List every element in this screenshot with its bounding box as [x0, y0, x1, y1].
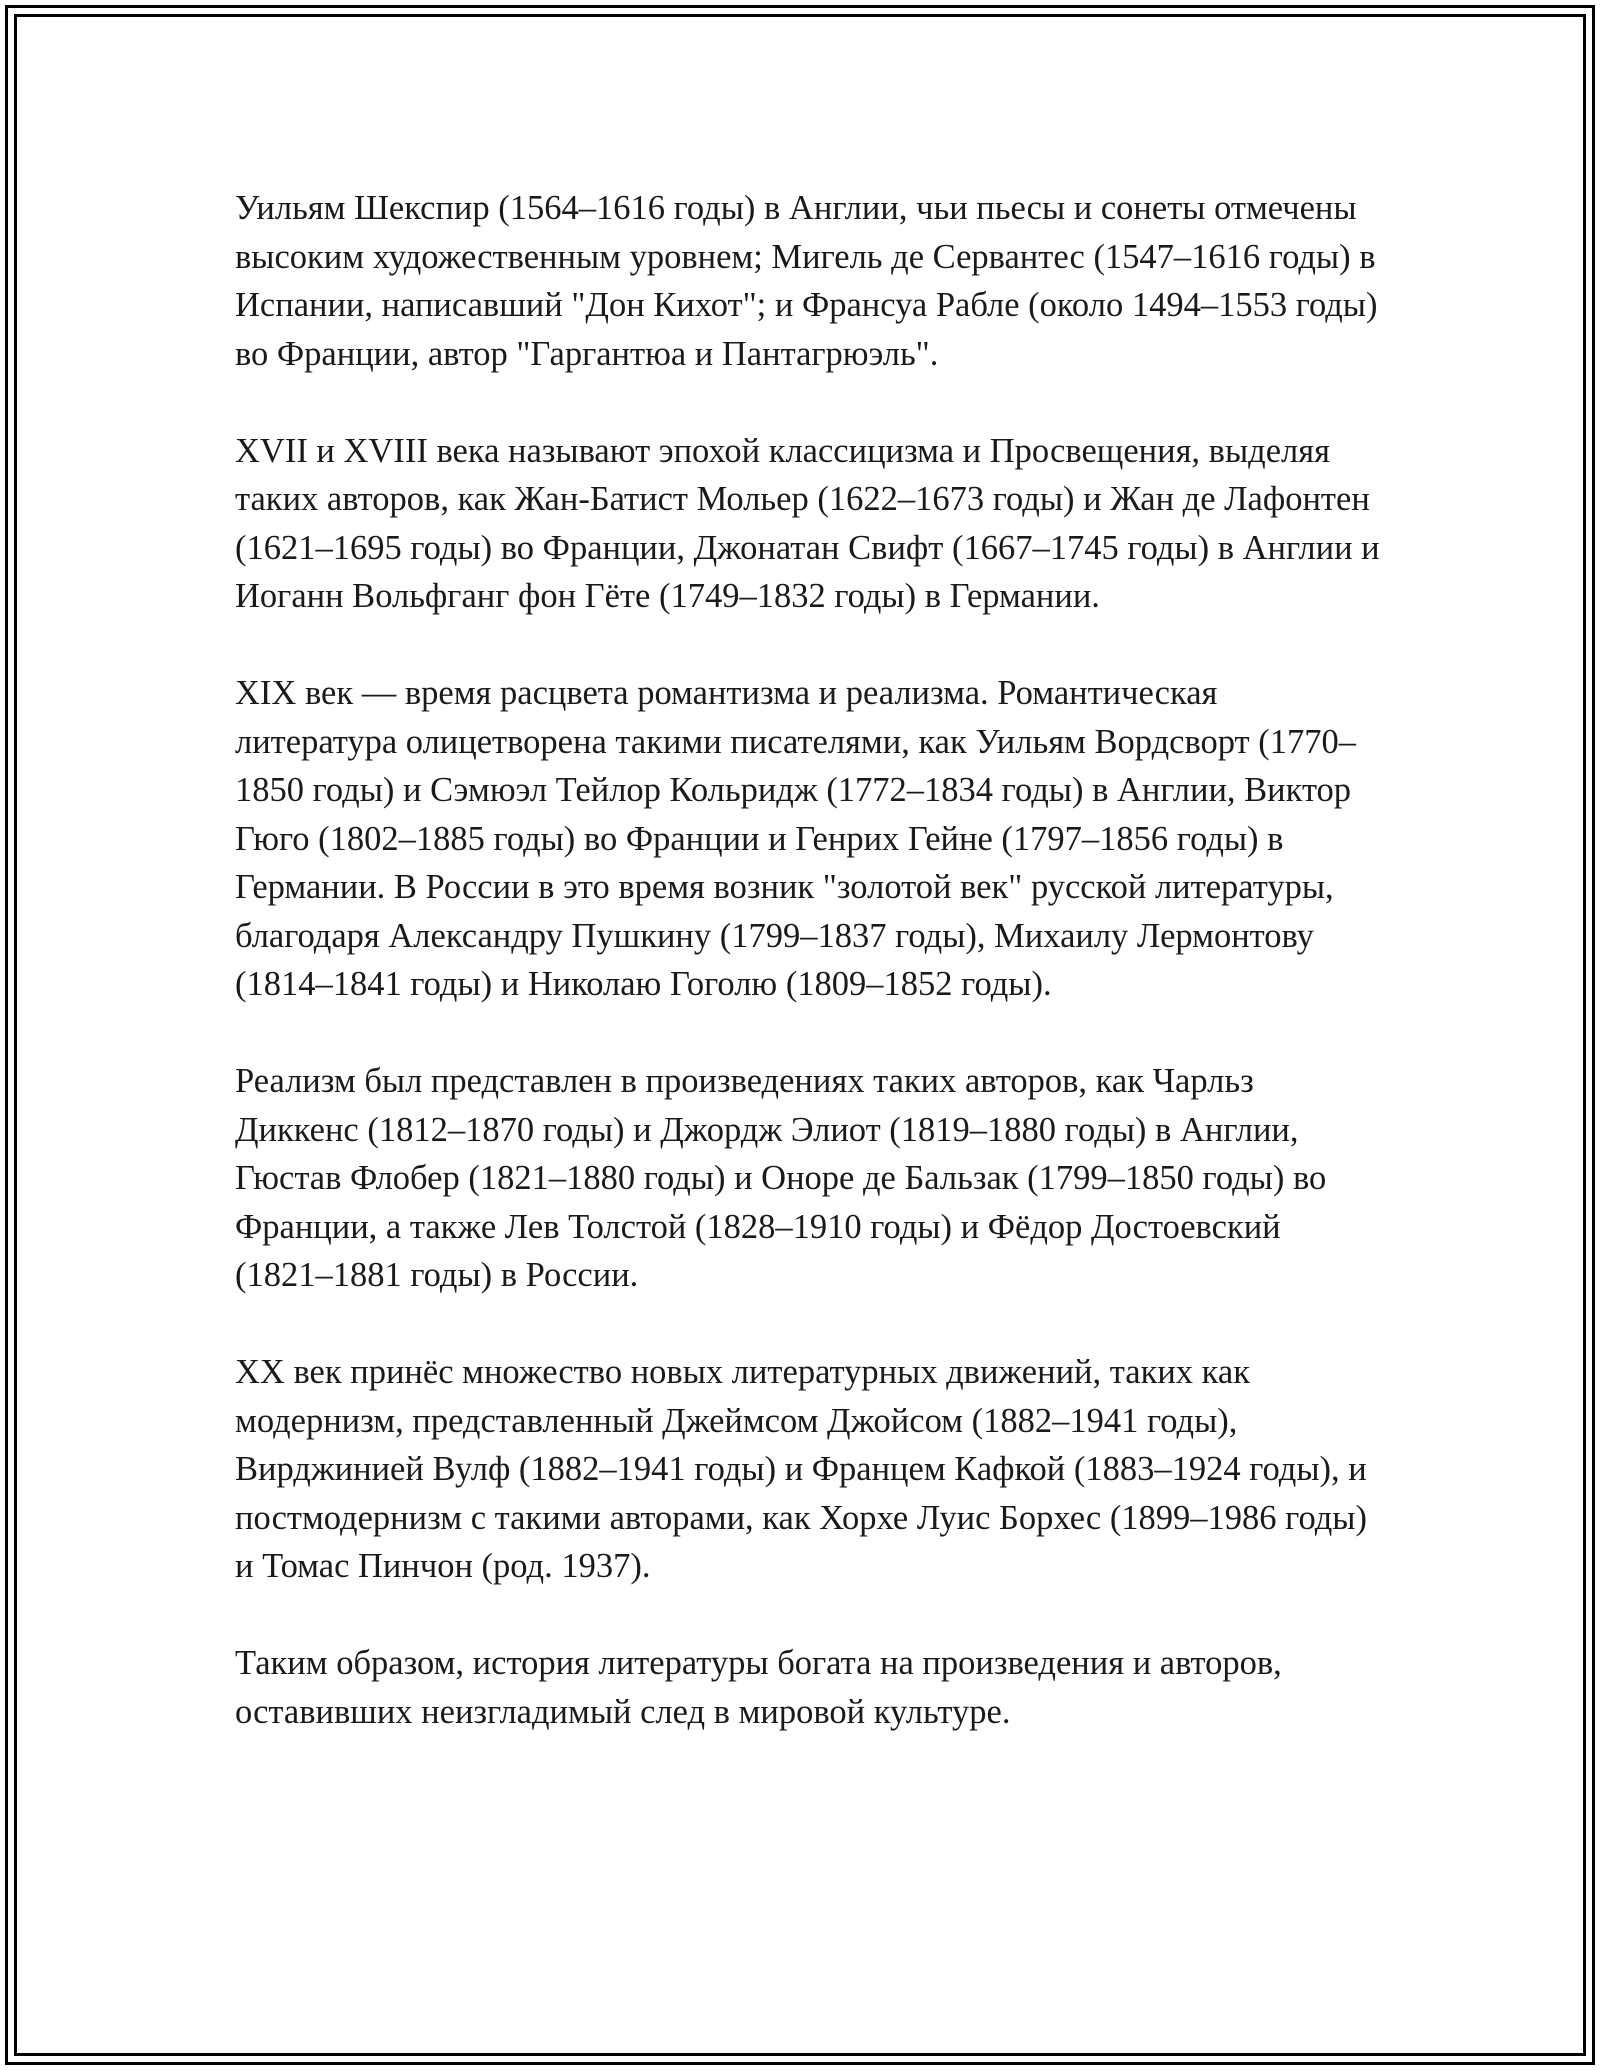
paragraph-renaissance-authors: Уильям Шекспир (1564–1616 годы) в Англии, чьи пьесы и сонеты отмечены высоким художественным уровнем; Мигель де Сервантес (1547–1616 годы) в Испании, написавший "Дон Кихот"; и Франсуа Рабле (около 1494–1553 годы) во Франции, автор "Гаргантюа и Пантагрюэль". [235, 189, 1378, 373]
document-body [235, 184, 1385, 1736]
paragraph-classicism-enlightenment: XVII и XVIII века называют эпохой классицизма и Просвещения, выделяя таких авторов, как Жан-Батист Мольер (1622–1673 годы) и Жан де Лафонтен (1621–1695 годы) во Франции, Джонатан Свифт (1667–1745 годы) в Англии и Иоганн Вольфганг фон Гёте (1749–1832 годы) в Германии. [235, 431, 1380, 615]
paragraph-twentieth-century: XX век принёс множество новых литературных движений, таких как модернизм, представленный Джеймсом Джойсом (1882–1941 годы), Вирджинией Вулф (1882–1941 годы) и Францем Кафкой (1883–1924 годы), и постмодернизм с такими авторами, как Хорхе Луис Борхес (1899–1986 годы) и Томас Пинчон (род. 1937). [235, 1353, 1367, 1585]
paragraph-conclusion: Таким образом, история литературы богата на произведения и авторов, оставивших неизгладимый след в мировой культуре. [235, 1644, 1282, 1731]
paragraph-realism: Реализм был представлен в произведениях таких авторов, как Чарльз Диккенс (1812–1870 годы) и Джордж Элиот (1819–1880 годы) в Англии, Гюстав Флобер (1821–1880 годы) и Оноре де Бальзак (1799–1850 годы) во Франции, а также Лев Толстой (1828–1910 годы) и Фёдор Достоевский (1821–1881 годы) в России. [235, 1062, 1327, 1294]
paragraph-romanticism: XIX век — время расцвета романтизма и реализма. Романтическая литература олицетворена такими писателями, как Уильям Вордсворт (1770–1850 годы) и Сэмюэл Тейлор Кольридж (1772–1834 годы) в Англии, Виктор Гюго (1802–1885 годы) во Франции и Генрих Гейне (1797–1856 годы) в Германии. В России в это время возник "золотой век" русской литературы, благодаря Александру Пушкину (1799–1837 годы), Михаилу Лермонтову (1814–1841 годы) и Николаю Гоголю (1809–1852 годы). [235, 674, 1356, 1003]
